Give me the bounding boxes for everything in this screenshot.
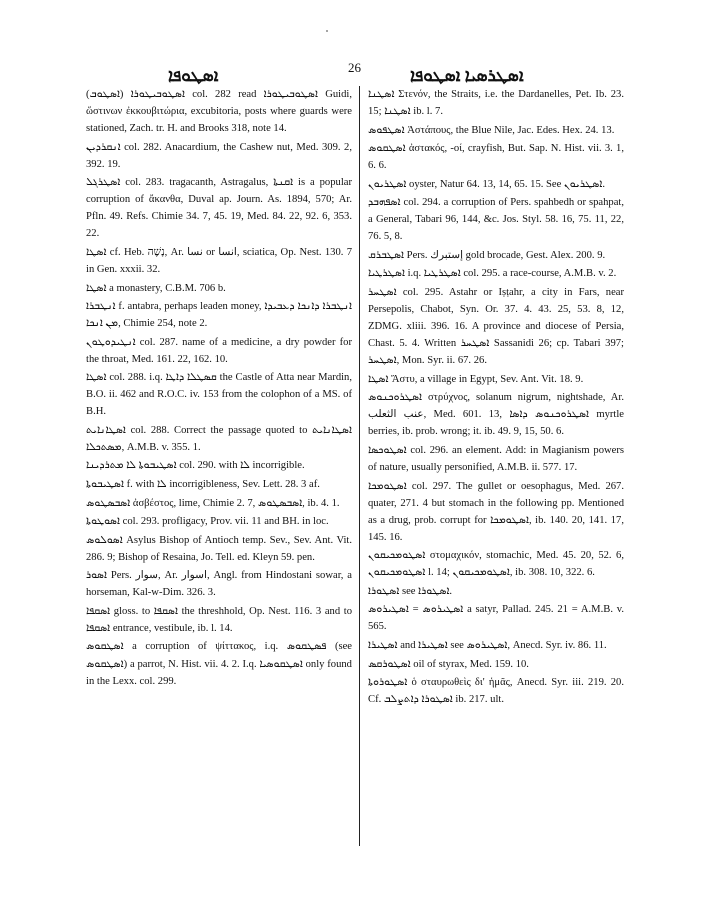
dictionary-entry: ܐܣܛܚܪ col. 295. Astahr or Iṣṭahr, a city in Fars, near Persepolis, Chabot, Syn. Or. 37. 4. 43. 25, 53. 8, 12, ZDMG. xliii. 396. 16. A province and diocese of Persia, Chast. 5. 4. Written ܐܣܛܚܪ Sassanidi 26; cp. Tabari 397; ܐܣܛܚܪ, Mon. Syr. ii. 67. 26. <box>368 287 624 367</box>
dictionary-entry: ܐܣܛܐ cf. Heb. נָשֶׁה, Ar. نسا or انسا, sciatica, Op. Nest. 130. 7 in Gen. xxxii. 32. <box>86 246 353 275</box>
dictionary-entry: ܐܣܛܘܒܝܛܘܪܐ (ܐܣܛܘܒ) col. 282 read ܐܣܛܘܒܝܛܘܪܐ Guidi, ὥστινων ἐκκουβιτώρια, excubitoria, posts where guards were stationed, Zach. tr. H. and Brooks 318, note 14. <box>86 89 352 135</box>
column-divider <box>359 86 360 846</box>
dictionary-entry: ܐܣܛܐܢܐܝܬ col. 288. Correct the passage quoted to ܐܣܛܐܢܐܝܬ ܡܣܬܟܠܐ, A.M.B. v. 355. 1. <box>86 424 352 453</box>
dictionary-entry: ܐܢܛܝܕܘܛܘܢ col. 287. name of a medicine, a dry powder for the throat, Med. 161. 22, 162. 10. <box>86 336 352 365</box>
running-head-left: ܐܣܛܘܦܐ <box>168 66 219 85</box>
dictionary-entry: ܐܢܩܪܕܝܢ col. 282. Anacardium, the Cashew nut, Med. 309. 2, 392. 19. <box>86 141 352 170</box>
left-column <box>86 86 352 691</box>
scan-speck <box>326 30 328 32</box>
right-column <box>368 86 624 710</box>
dictionary-entry: ܐܣܛܐ col. 288. i.q. ܩܣܛܠܐ ܕܐܛܐ the Castle of Atta near Mardin, B.O. ii. 462 and R.O.C. iv. 153 from the colophon of a MS. of B.H. <box>86 372 353 418</box>
dictionary-entry: ܐܣܛܒܪܩ Pers. إستبرك gold brocade, Gest. Alex. 200. 9. <box>368 249 606 261</box>
page-number: 26 <box>348 60 361 75</box>
dictionary-entry: ܐܣܛܪܘܟܢܘܣ στρύχνος, solanum nigrum, nightshade, Ar. عنب الثعلب, Med. 601. 13, ܐܣܛܪܘܟܢܘܣ ܕܐܣܐ myrtle berries, ib. prob. wrong; it. ib. 49. 9, 15, 50. 6. <box>368 392 624 438</box>
dictionary-entry: ܐܣܛܘܪܐ see ܐܣܛܘܪܐ. <box>368 585 453 597</box>
dictionary-entry: ܐܣܘܪ Pers. سوار, Ar. اسوار, Angl. from Hindostani sowar, a horseman, Kal-w-Dim. 326. 3. <box>86 570 352 599</box>
dictionary-entry: ܐܢܛܒܪܐ f. antabra, perhaps leaden money, ܐܢܛܒܪܐ ܕܐܢܟܐ ܕܥܒܝܕܐ ܡܢ ܐܢܟܐ, Chimie 254, note 2. <box>86 301 352 330</box>
dictionary-entry: ܐܣܛܘܡܟܐ col. 297. The gullet or oesophagus, Med. 267. quater, 271. 4 but stomach in the following pp. Mentioned as a drug, prob. corrupt for ܐܣܛܘܡܟܐ, ib. 140. 20, 141. 17, 145. 16. <box>368 480 625 543</box>
dictionary-entry: ܐܣܒܣܛܘܣ ἀσβέστος, lime, Chimie 2. 7, ܐܣܒܣܛܘܣ, ib. 4. 1. <box>86 497 340 509</box>
dictionary-entry: ܐܣܛܘܡܟܝܩܘܢ στομαχικόν, stomachic, Med. 45. 20, 52. 6, ܐܣܛܘܡܟܝܩܘܢ l. 14; ܐܣܛܘܡܟܝܩܘܢ, ib. 308. 10, 322. 6. <box>368 550 624 579</box>
dictionary-entry: ܐܣܛܝܪܐ and ܐܣܛܝܪܐ see ܐܣܛܝܪܘܣ, Anecd. Syr. iv. 86. 11. <box>368 639 607 651</box>
dictionary-entry: ܐܣܛܪܛܝܐ i.q. ܐܣܛܪܛܝܐ col. 295. a race-course, A.M.B. v. 2. <box>368 268 617 280</box>
running-head-right: ܐܣܛܪܣܝܐ ܐܣܛܘܦܐ <box>410 66 524 85</box>
dictionary-entry: ܐܣܛܐ Ἄστυ, a village in Egypt, Sev. Ant. Vit. 18. 9. <box>368 373 584 385</box>
dictionary-entry: ܐܣܛܝܒܘܬܐ f. with ܠܐ incorrigibleness, Sev. Lett. 28. 3 af. <box>86 479 320 491</box>
dictionary-entry: ܐܣܩܦܐ gloss. to ܐܣܩܦܐ the threshhold, Op. Nest. 116. 3 and to ܐܣܩܦܐ entrance, vestibule, ib. l. 14. <box>86 605 352 634</box>
dictionary-entry: ܐܣܛܝܒܘܬܐ ܠܐ ܡܬܪܕܝܢܐ col. 290. with ܠܐ incorrigible. <box>86 460 305 472</box>
dictionary-entry: ܐܣܛܘܟܣܐ col. 296. an element. Add: in Magianism powers of nature, usually personified, A.M.B. ii. 577. 17. <box>368 444 624 473</box>
dictionary-entry: ܐܣܛܐ a monastery, C.B.M. 706 b. <box>86 282 226 294</box>
dictionary-entry: ܐܣܛܘܪܘܬܐ ὁ σταυρωθεὶς δι' ἡμᾶς, Anecd. Syr. iii. 219. 20. Cf. ܐܣܛܘܪܐ ܕܐܬܨܠܒ ib. 217. ult. <box>368 677 624 706</box>
dictionary-entry: ܐܣܛܝܪܘܣ = ܐܣܛܝܪܘܣ a satyr, Pallad. 245. 21 = A.M.B. v. 565. <box>368 604 624 633</box>
dictionary-entry: ܐܣܛܩܘܣ ἀστακός, -οί, crayfish, But. Sap. N. Hist. vii. 3. 1, 6. 6. <box>368 143 624 172</box>
dictionary-entry: ܐܣܛܘܪܩܣ oil of styrax, Med. 159. 10. <box>368 658 529 670</box>
dictionary-entry: ܐܣܛܢܐ Στενόν, the Straits, i.e. the Dardanelles, Pet. Ib. 23. 15; ܐܣܛܢܐ ib. l. 7. <box>368 89 624 118</box>
dictionary-entry: ܐܣܛܪܝܘܢ oyster, Natur 64. 13, 14, 65. 15. See ܐܣܛܪܝܘܢ. <box>368 178 606 190</box>
dictionary-entry: ܐܣܛܪܓܠ col. 283. tragacanth, Astragalus, ܐܩܢܬܐ is a popular corruption of ἄκανθα, Duval ap. Journ. As. 1894, 570; Ar. Pfln. 49. Refs. Chimie 34. 7, 45. 19, Med. 84. 22, 92. 6, 353. 22. <box>86 177 352 240</box>
dictionary-entry: ܐܣܛܩܘܣ a corruption of ψίττακος, i.q. ܦܣܛܩܘܣ (see ܐܣܛܩܘܣ) a parrot, N. Hist. vii. 4. 2. I.q. ܐܣܛܩܘܣܝܐ only found in the Lexx. col. 299. <box>86 641 353 687</box>
dictionary-entry: ܐܣܘܠܘܣ Asylus Bishop of Antioch temp. Sev., Sev. Ant. Vit. 286. 9; Bishop of Resaina, Jo. Tell. ed. Kleyn 59. pen. <box>86 534 352 563</box>
dictionary-entry: ܐܣܘܛܘܬܐ col. 293. profligacy, Prov. vii. 11 and BH. in loc. <box>86 516 329 528</box>
dictionary-entry: ܐܣܦܗܒܕ col. 294. a corruption of Pers. spahbedh or spahpat, a General, Tabari 96, 144, &c. Jos. Styl. 58. 16, 75. 11, 22, 76. 5, 8. <box>368 197 624 243</box>
dictionary-entry: ܐܣܛܦܘܣ Ἀστάπους, the Blue Nile, Jac. Edes. Hex. 24. 13. <box>368 124 615 136</box>
